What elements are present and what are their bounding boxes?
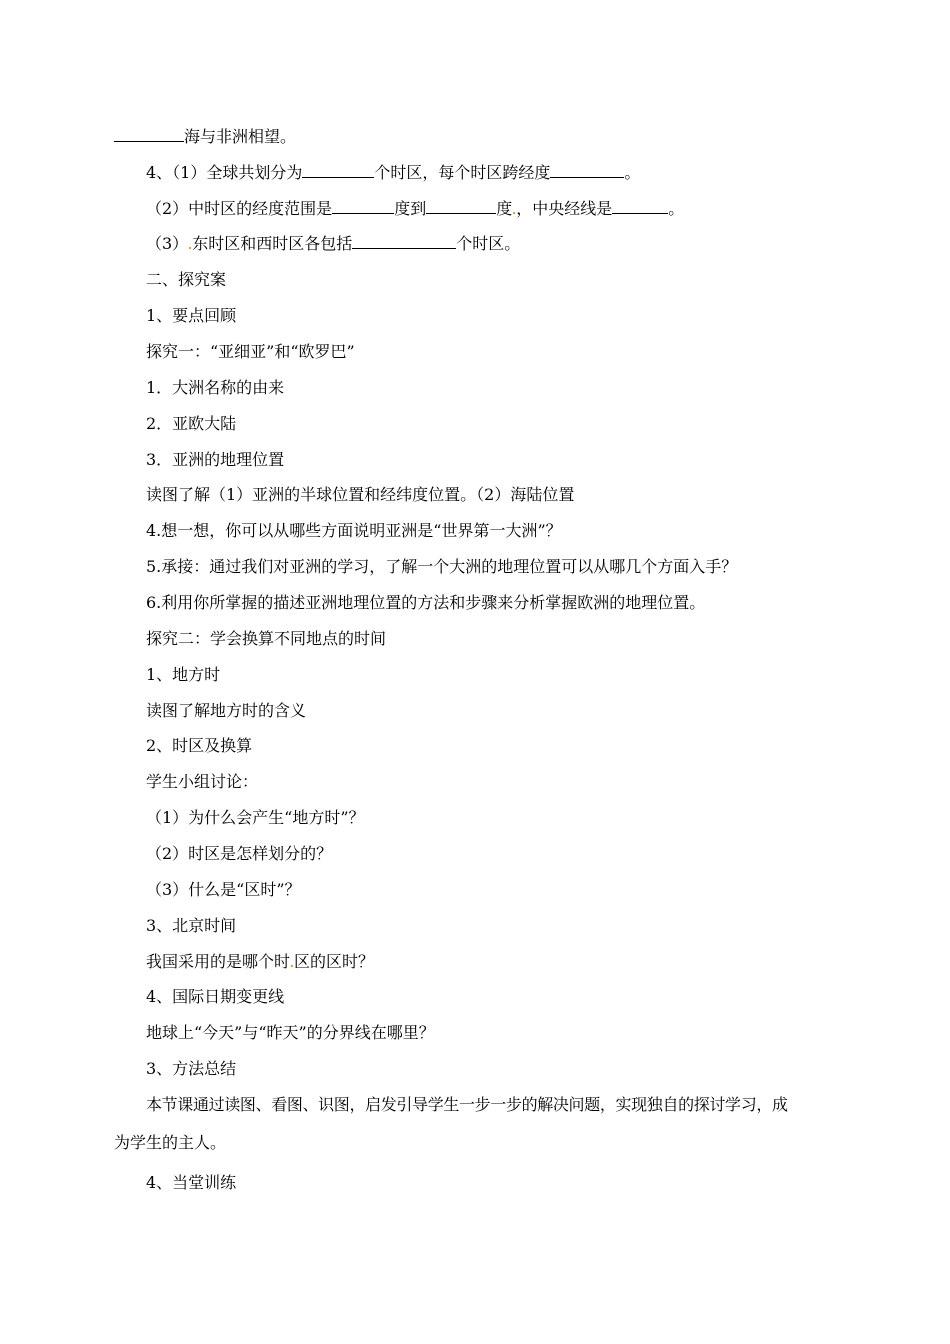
text-line xyxy=(146,952,374,972)
text: 东时 xyxy=(192,234,225,253)
text: （3） xyxy=(146,234,189,253)
text-line: 学生小组讨论： xyxy=(146,772,259,791)
text-line: 3、北京时间 xyxy=(146,916,237,935)
answer-blank xyxy=(302,163,374,178)
text-line: 6.利用你所掌握的描述亚洲地理位置的方法和步骤来分析掌握欧洲的地理位置。 xyxy=(146,593,706,612)
answer-blank xyxy=(426,199,496,214)
text: 个时区。 xyxy=(456,234,521,253)
text-line: 2．亚欧大陆 xyxy=(146,414,237,433)
text: 我国采用的是哪个时 xyxy=(146,952,291,971)
inquiry-heading: 探究二：学会换算不同地点的时间 xyxy=(146,629,387,648)
inquiry-heading: 探究一：“亚细亚”和“欧罗巴” xyxy=(146,342,355,361)
answer-blank xyxy=(332,199,394,214)
answer-blank xyxy=(352,234,456,249)
text-line: （3）什么是“区时”？ xyxy=(146,880,301,899)
text-line: 4、国际日期变更线 xyxy=(146,987,285,1006)
text-line: 4、当堂训练 xyxy=(146,1173,237,1192)
text-line: 5.承接：通过我们对亚洲的学习，了解一个大洲的地理位置可以从哪几个方面入手？ xyxy=(146,557,738,576)
answer-blank xyxy=(550,163,624,178)
text: ，中央经线是 xyxy=(516,199,613,218)
question-4-part-3 xyxy=(146,234,520,254)
edit-mark xyxy=(291,965,293,967)
paragraph-line: 为学生的主人。 xyxy=(114,1133,227,1152)
text-line: 3．亚洲的地理位置 xyxy=(146,450,285,469)
text-line: 2、时区及换算 xyxy=(146,736,253,755)
subsection-heading: 1、要点回顾 xyxy=(146,306,237,325)
answer-blank xyxy=(114,127,184,142)
text: 度到 xyxy=(394,199,427,218)
fill-line-sea xyxy=(114,127,296,147)
paragraph-line: 本节课通过读图、看图、识图，启发引导学生一步一步的解决问题，实现独自的探讨学习，成 xyxy=(146,1095,788,1114)
text: 海与非洲相望。 xyxy=(184,127,297,146)
text: 。 xyxy=(624,163,641,182)
edit-mark xyxy=(513,212,515,214)
text-line: 3、方法总结 xyxy=(146,1059,237,1078)
section-heading: 二、探究案 xyxy=(146,270,227,289)
text-line: （1）为什么会产生“地方时”？ xyxy=(146,808,365,827)
text-line: 读图了解（1）亚洲的半球位置和经纬度位置。（2）海陆位置 xyxy=(146,485,575,504)
text: （2）中时区的经度范围是 xyxy=(146,199,333,218)
question-4-part-1 xyxy=(146,163,640,183)
text: 个时区，每个时区跨经度 xyxy=(374,163,551,182)
text: 度 xyxy=(496,199,513,218)
answer-blank xyxy=(612,199,668,214)
text-line: （2）时区是怎样划分的？ xyxy=(146,844,333,863)
text-line: 1．大洲名称的由来 xyxy=(146,378,285,397)
text: 。 xyxy=(668,199,685,218)
text: 区和西时区各包括 xyxy=(224,234,353,253)
text-line: 地球上“今天”与“昨天”的分界线在哪里？ xyxy=(146,1023,435,1042)
text-line: 1、地方时 xyxy=(146,665,221,684)
text-line: 4.想一想，你可以从哪些方面说明亚洲是“世界第一大洲”？ xyxy=(146,521,562,540)
text: 区的区时？ xyxy=(294,952,375,971)
text-line: 读图了解地方时的含义 xyxy=(146,701,307,720)
question-4-part-2 xyxy=(146,199,684,219)
edit-mark xyxy=(189,247,191,249)
text: 4、（1）全球共划分为 xyxy=(146,163,303,182)
